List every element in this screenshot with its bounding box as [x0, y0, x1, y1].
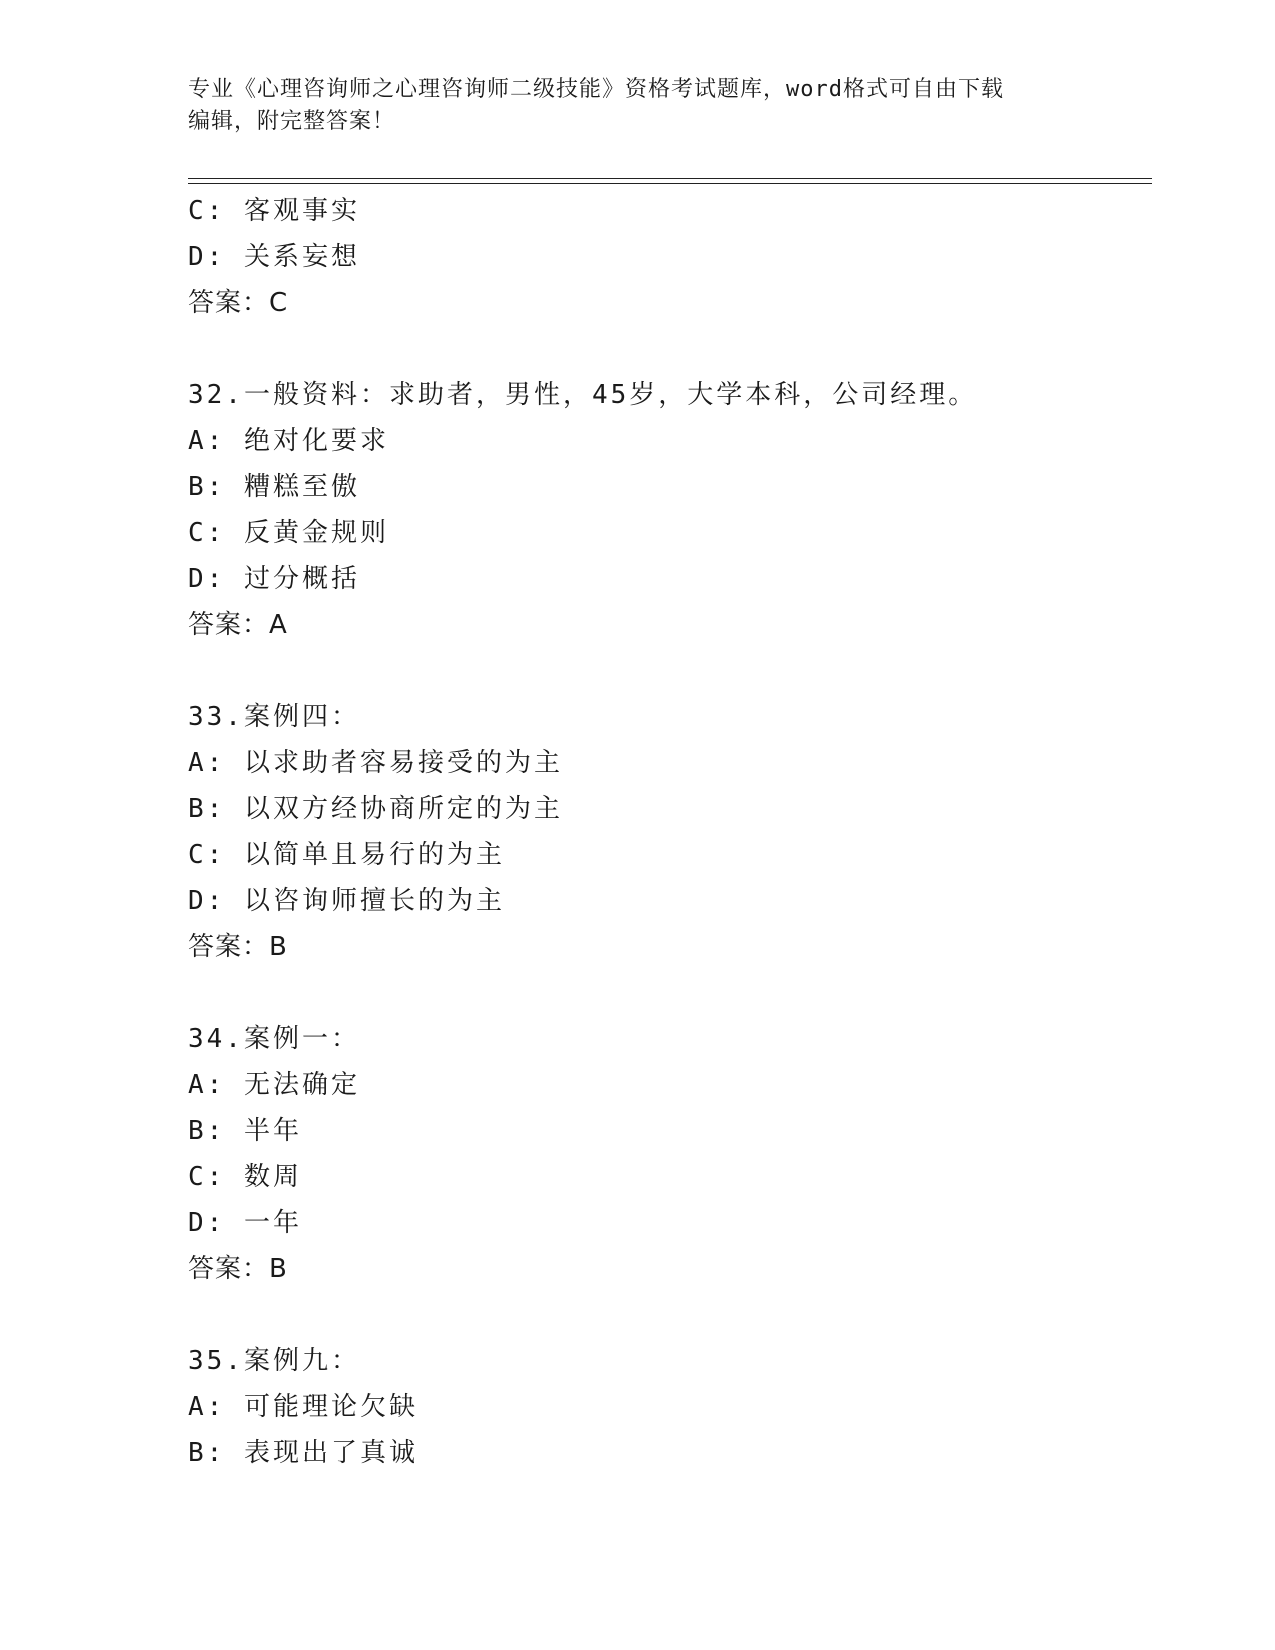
- answer: 答案：B: [188, 932, 288, 962]
- header-line-2: 编辑，附完整答案！: [188, 109, 396, 134]
- question-list: [188, 188, 1148, 1476]
- option-d: D: 以咨询师擅长的为主: [188, 886, 505, 916]
- option-a: A: 可能理论欠缺: [188, 1392, 418, 1422]
- question-stem: 32.一般资料：求助者，男性，45岁，大学本科，公司经理。: [188, 380, 978, 410]
- option-d: D: 关系妄想: [188, 242, 360, 272]
- option-d: D: 过分概括: [188, 564, 360, 594]
- header-divider-top: [188, 178, 1152, 179]
- spacer: [188, 326, 1148, 372]
- spacer: [188, 970, 1148, 1016]
- question-stem: 34.案例一：: [188, 1024, 360, 1054]
- option-b: B: 以双方经协商所定的为主: [188, 794, 563, 824]
- option-b: B: 半年: [188, 1116, 302, 1146]
- option-c: C: 数周: [188, 1162, 302, 1192]
- question-34: [188, 1016, 1148, 1292]
- question-31-continued: [188, 188, 1148, 326]
- question-33: [188, 694, 1148, 970]
- header-line-1: 专业《心理咨询师之心理咨询师二级技能》资格考试题库，word格式可自由下载: [188, 77, 1004, 102]
- answer: 答案：A: [188, 610, 288, 640]
- answer: 答案：B: [188, 1254, 288, 1284]
- option-a: A: 无法确定: [188, 1070, 360, 1100]
- option-c: C: 反黄金规则: [188, 518, 389, 548]
- question-stem: 33.案例四：: [188, 702, 360, 732]
- header-divider-bottom: [188, 183, 1152, 184]
- spacer: [188, 1292, 1148, 1338]
- option-c: C: 以简单且易行的为主: [188, 840, 505, 870]
- document-header: [188, 74, 1088, 138]
- option-a: A: 绝对化要求: [188, 426, 389, 456]
- question-35: [188, 1338, 1148, 1476]
- question-stem: 35.案例九：: [188, 1346, 360, 1376]
- question-32: [188, 372, 1148, 648]
- option-c: C: 客观事实: [188, 196, 360, 226]
- option-d: D: 一年: [188, 1208, 302, 1238]
- option-a: A: 以求助者容易接受的为主: [188, 748, 563, 778]
- spacer: [188, 648, 1148, 694]
- answer: 答案：C: [188, 288, 289, 318]
- option-b: B: 表现出了真诚: [188, 1438, 418, 1468]
- option-b: B: 糟糕至傲: [188, 472, 360, 502]
